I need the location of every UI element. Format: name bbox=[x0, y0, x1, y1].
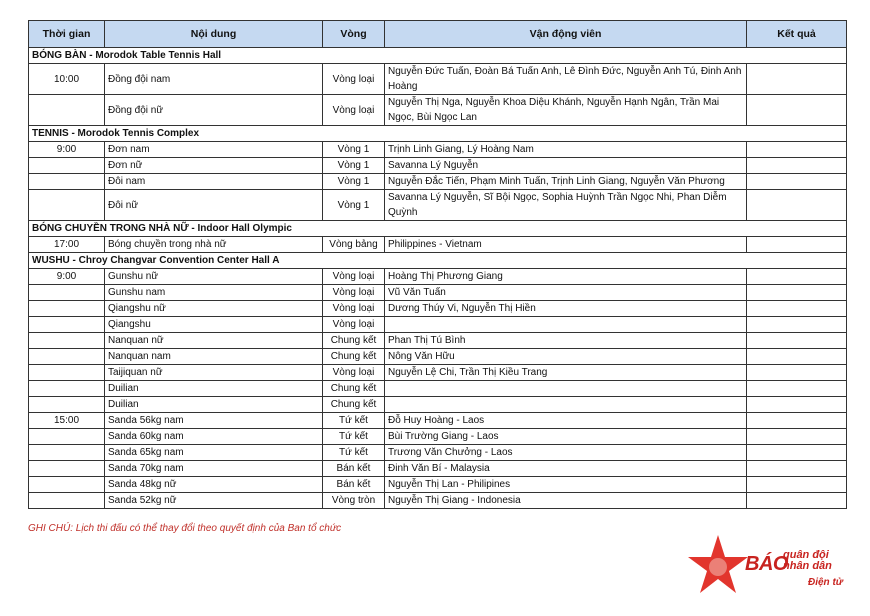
time-cell bbox=[29, 445, 105, 461]
round-cell: Bán kết bbox=[323, 477, 385, 493]
round-cell: Tứ kết bbox=[323, 413, 385, 429]
table-row bbox=[29, 285, 847, 301]
athletes-cell: Đỗ Huy Hoàng - Laos bbox=[385, 413, 747, 429]
result-cell bbox=[747, 349, 847, 365]
athletes-cell: Bùi Trường Giang - Laos bbox=[385, 429, 747, 445]
content-cell: Sanda 52kg nữ bbox=[105, 493, 323, 509]
schedule-body bbox=[29, 48, 847, 509]
round-cell: Vòng 1 bbox=[323, 142, 385, 158]
athletes-cell bbox=[385, 317, 747, 333]
section-header-row bbox=[29, 221, 847, 237]
table-row bbox=[29, 413, 847, 429]
round-cell: Chung kết bbox=[323, 397, 385, 413]
time-cell bbox=[29, 95, 105, 126]
time-cell bbox=[29, 317, 105, 333]
section-title: BÓNG CHUYỀN TRONG NHÀ NỮ - Indoor Hall Olympic bbox=[29, 221, 847, 237]
section-title: TENNIS - Morodok Tennis Complex bbox=[29, 126, 847, 142]
result-cell bbox=[747, 317, 847, 333]
section-title: BÓNG BÀN - Morodok Table Tennis Hall bbox=[29, 48, 847, 64]
content-cell: Sanda 60kg nam bbox=[105, 429, 323, 445]
table-row bbox=[29, 269, 847, 285]
athletes-cell: Philippines - Vietnam bbox=[385, 237, 747, 253]
header-time: Thời gian bbox=[29, 21, 105, 48]
time-cell bbox=[29, 477, 105, 493]
athletes-cell: Nguyễn Thị Lan - Philipines bbox=[385, 477, 747, 493]
time-cell bbox=[29, 174, 105, 190]
content-cell: Qiangshu bbox=[105, 317, 323, 333]
content-cell: Duilian bbox=[105, 381, 323, 397]
result-cell bbox=[747, 269, 847, 285]
table-row bbox=[29, 237, 847, 253]
result-cell bbox=[747, 301, 847, 317]
header-athletes: Vận động viên bbox=[385, 21, 747, 48]
athletes-cell: Trương Văn Chưởng - Laos bbox=[385, 445, 747, 461]
content-cell: Đôi nam bbox=[105, 174, 323, 190]
athletes-cell: Trịnh Linh Giang, Lý Hoàng Nam bbox=[385, 142, 747, 158]
athletes-cell: Nguyễn Thị Nga, Nguyễn Khoa Diệu Khánh, Nguyễn Hạnh Ngân, Trần Mai Ngọc, Bùi Ngọc Lan bbox=[385, 95, 747, 126]
table-row bbox=[29, 445, 847, 461]
athletes-cell: Savanna Lý Nguyễn bbox=[385, 158, 747, 174]
time-cell: 9:00 bbox=[29, 269, 105, 285]
table-row bbox=[29, 461, 847, 477]
round-cell: Vòng tròn bbox=[323, 493, 385, 509]
athletes-cell: Savanna Lý Nguyễn, Sĩ Bội Ngọc, Sophia Huỳnh Trần Ngọc Nhi, Phan Diễm Quỳnh bbox=[385, 190, 747, 221]
round-cell: Vòng loại bbox=[323, 285, 385, 301]
result-cell bbox=[747, 158, 847, 174]
table-row bbox=[29, 429, 847, 445]
result-cell bbox=[747, 190, 847, 221]
time-cell bbox=[29, 158, 105, 174]
result-cell bbox=[747, 445, 847, 461]
content-cell: Qiangshu nữ bbox=[105, 301, 323, 317]
result-cell bbox=[747, 477, 847, 493]
time-cell bbox=[29, 397, 105, 413]
schedule-note: GHI CHÚ: Lịch thi đấu có thể thay đổi theo quyết định của Ban tổ chức bbox=[28, 523, 342, 534]
athletes-cell: Đinh Văn Bí - Malaysia bbox=[385, 461, 747, 477]
round-cell: Vòng loại bbox=[323, 301, 385, 317]
content-cell: Đồng đội nam bbox=[105, 64, 323, 95]
result-cell bbox=[747, 429, 847, 445]
round-cell: Vòng 1 bbox=[323, 174, 385, 190]
section-title: WUSHU - Chroy Changvar Convention Center Hall A bbox=[29, 253, 847, 269]
result-cell bbox=[747, 381, 847, 397]
time-cell bbox=[29, 301, 105, 317]
time-cell bbox=[29, 285, 105, 301]
time-cell bbox=[29, 190, 105, 221]
time-cell bbox=[29, 333, 105, 349]
result-cell bbox=[747, 142, 847, 158]
content-cell: Taijiquan nữ bbox=[105, 365, 323, 381]
content-cell: Gunshu nữ bbox=[105, 269, 323, 285]
content-cell: Sanda 70kg nam bbox=[105, 461, 323, 477]
content-cell: Duilian bbox=[105, 397, 323, 413]
athletes-cell: Nguyễn Thị Giang - Indonesia bbox=[385, 493, 747, 509]
round-cell: Vòng loại bbox=[323, 317, 385, 333]
time-cell bbox=[29, 381, 105, 397]
round-cell: Tứ kết bbox=[323, 445, 385, 461]
section-header-row bbox=[29, 253, 847, 269]
content-cell: Đơn nam bbox=[105, 142, 323, 158]
content-cell: Đồng đội nữ bbox=[105, 95, 323, 126]
athletes-cell: Nguyễn Đắc Tiến, Phạm Minh Tuấn, Trịnh Linh Giang, Nguyễn Văn Phương bbox=[385, 174, 747, 190]
result-cell bbox=[747, 237, 847, 253]
round-cell: Vòng 1 bbox=[323, 190, 385, 221]
round-cell: Vòng bảng bbox=[323, 237, 385, 253]
content-cell: Nanquan nữ bbox=[105, 333, 323, 349]
logo-line3-text: Điện tử bbox=[808, 577, 843, 588]
table-row bbox=[29, 174, 847, 190]
content-cell: Bóng chuyền trong nhà nữ bbox=[105, 237, 323, 253]
athletes-cell: Nguyễn Lệ Chi, Trần Thị Kiều Trang bbox=[385, 365, 747, 381]
time-cell bbox=[29, 493, 105, 509]
header-row bbox=[29, 21, 847, 48]
time-cell bbox=[29, 349, 105, 365]
round-cell: Chung kết bbox=[323, 333, 385, 349]
result-cell bbox=[747, 493, 847, 509]
logo-line2-text: nhân dân bbox=[783, 560, 832, 572]
round-cell: Chung kết bbox=[323, 349, 385, 365]
athletes-cell: Nông Văn Hữu bbox=[385, 349, 747, 365]
section-header-row bbox=[29, 126, 847, 142]
time-cell bbox=[29, 461, 105, 477]
result-cell bbox=[747, 64, 847, 95]
athletes-cell: Hoàng Thị Phương Giang bbox=[385, 269, 747, 285]
table-row bbox=[29, 142, 847, 158]
time-cell bbox=[29, 365, 105, 381]
table-row bbox=[29, 477, 847, 493]
result-cell bbox=[747, 333, 847, 349]
table-row bbox=[29, 365, 847, 381]
result-cell bbox=[747, 174, 847, 190]
time-cell bbox=[29, 429, 105, 445]
header-result: Kết quả bbox=[747, 21, 847, 48]
round-cell: Chung kết bbox=[323, 381, 385, 397]
schedule-table bbox=[28, 20, 847, 509]
content-cell: Đơn nữ bbox=[105, 158, 323, 174]
athletes-cell bbox=[385, 397, 747, 413]
header-content: Nội dung bbox=[105, 21, 323, 48]
athletes-cell: Phan Thị Tú Bình bbox=[385, 333, 747, 349]
logo-bao-text: BÁO bbox=[745, 553, 788, 575]
round-cell: Vòng loại bbox=[323, 64, 385, 95]
round-cell: Vòng loại bbox=[323, 95, 385, 126]
result-cell bbox=[747, 461, 847, 477]
time-cell: 9:00 bbox=[29, 142, 105, 158]
section-header-row bbox=[29, 48, 847, 64]
table-row bbox=[29, 349, 847, 365]
logo-line1-text: quân đội bbox=[783, 549, 829, 561]
result-cell bbox=[747, 365, 847, 381]
round-cell: Tứ kết bbox=[323, 429, 385, 445]
round-cell: Bán kết bbox=[323, 461, 385, 477]
content-cell: Sanda 48kg nữ bbox=[105, 477, 323, 493]
content-cell: Sanda 65kg nam bbox=[105, 445, 323, 461]
athletes-cell: Dương Thúy Vi, Nguyễn Thị Hiền bbox=[385, 301, 747, 317]
result-cell bbox=[747, 413, 847, 429]
table-row bbox=[29, 301, 847, 317]
table-row bbox=[29, 333, 847, 349]
athletes-cell: Nguyễn Đức Tuấn, Đoàn Bá Tuấn Anh, Lê Đình Đức, Nguyễn Anh Tú, Đinh Anh Hoàng bbox=[385, 64, 747, 95]
content-cell: Đôi nữ bbox=[105, 190, 323, 221]
content-cell: Nanquan nam bbox=[105, 349, 323, 365]
time-cell: 17:00 bbox=[29, 237, 105, 253]
table-row bbox=[29, 64, 847, 95]
header-round: Vòng bbox=[323, 21, 385, 48]
athletes-cell bbox=[385, 381, 747, 397]
round-cell: Vòng loại bbox=[323, 365, 385, 381]
table-row bbox=[29, 158, 847, 174]
table-row bbox=[29, 190, 847, 221]
content-cell: Gunshu nam bbox=[105, 285, 323, 301]
time-cell: 10:00 bbox=[29, 64, 105, 95]
result-cell bbox=[747, 95, 847, 126]
athletes-cell: Vũ Văn Tuấn bbox=[385, 285, 747, 301]
round-cell: Vòng 1 bbox=[323, 158, 385, 174]
table-row bbox=[29, 95, 847, 126]
table-row bbox=[29, 493, 847, 509]
table-row bbox=[29, 381, 847, 397]
result-cell bbox=[747, 397, 847, 413]
time-cell: 15:00 bbox=[29, 413, 105, 429]
content-cell: Sanda 56kg nam bbox=[105, 413, 323, 429]
round-cell: Vòng loại bbox=[323, 269, 385, 285]
result-cell bbox=[747, 285, 847, 301]
table-row bbox=[29, 317, 847, 333]
table-row bbox=[29, 397, 847, 413]
